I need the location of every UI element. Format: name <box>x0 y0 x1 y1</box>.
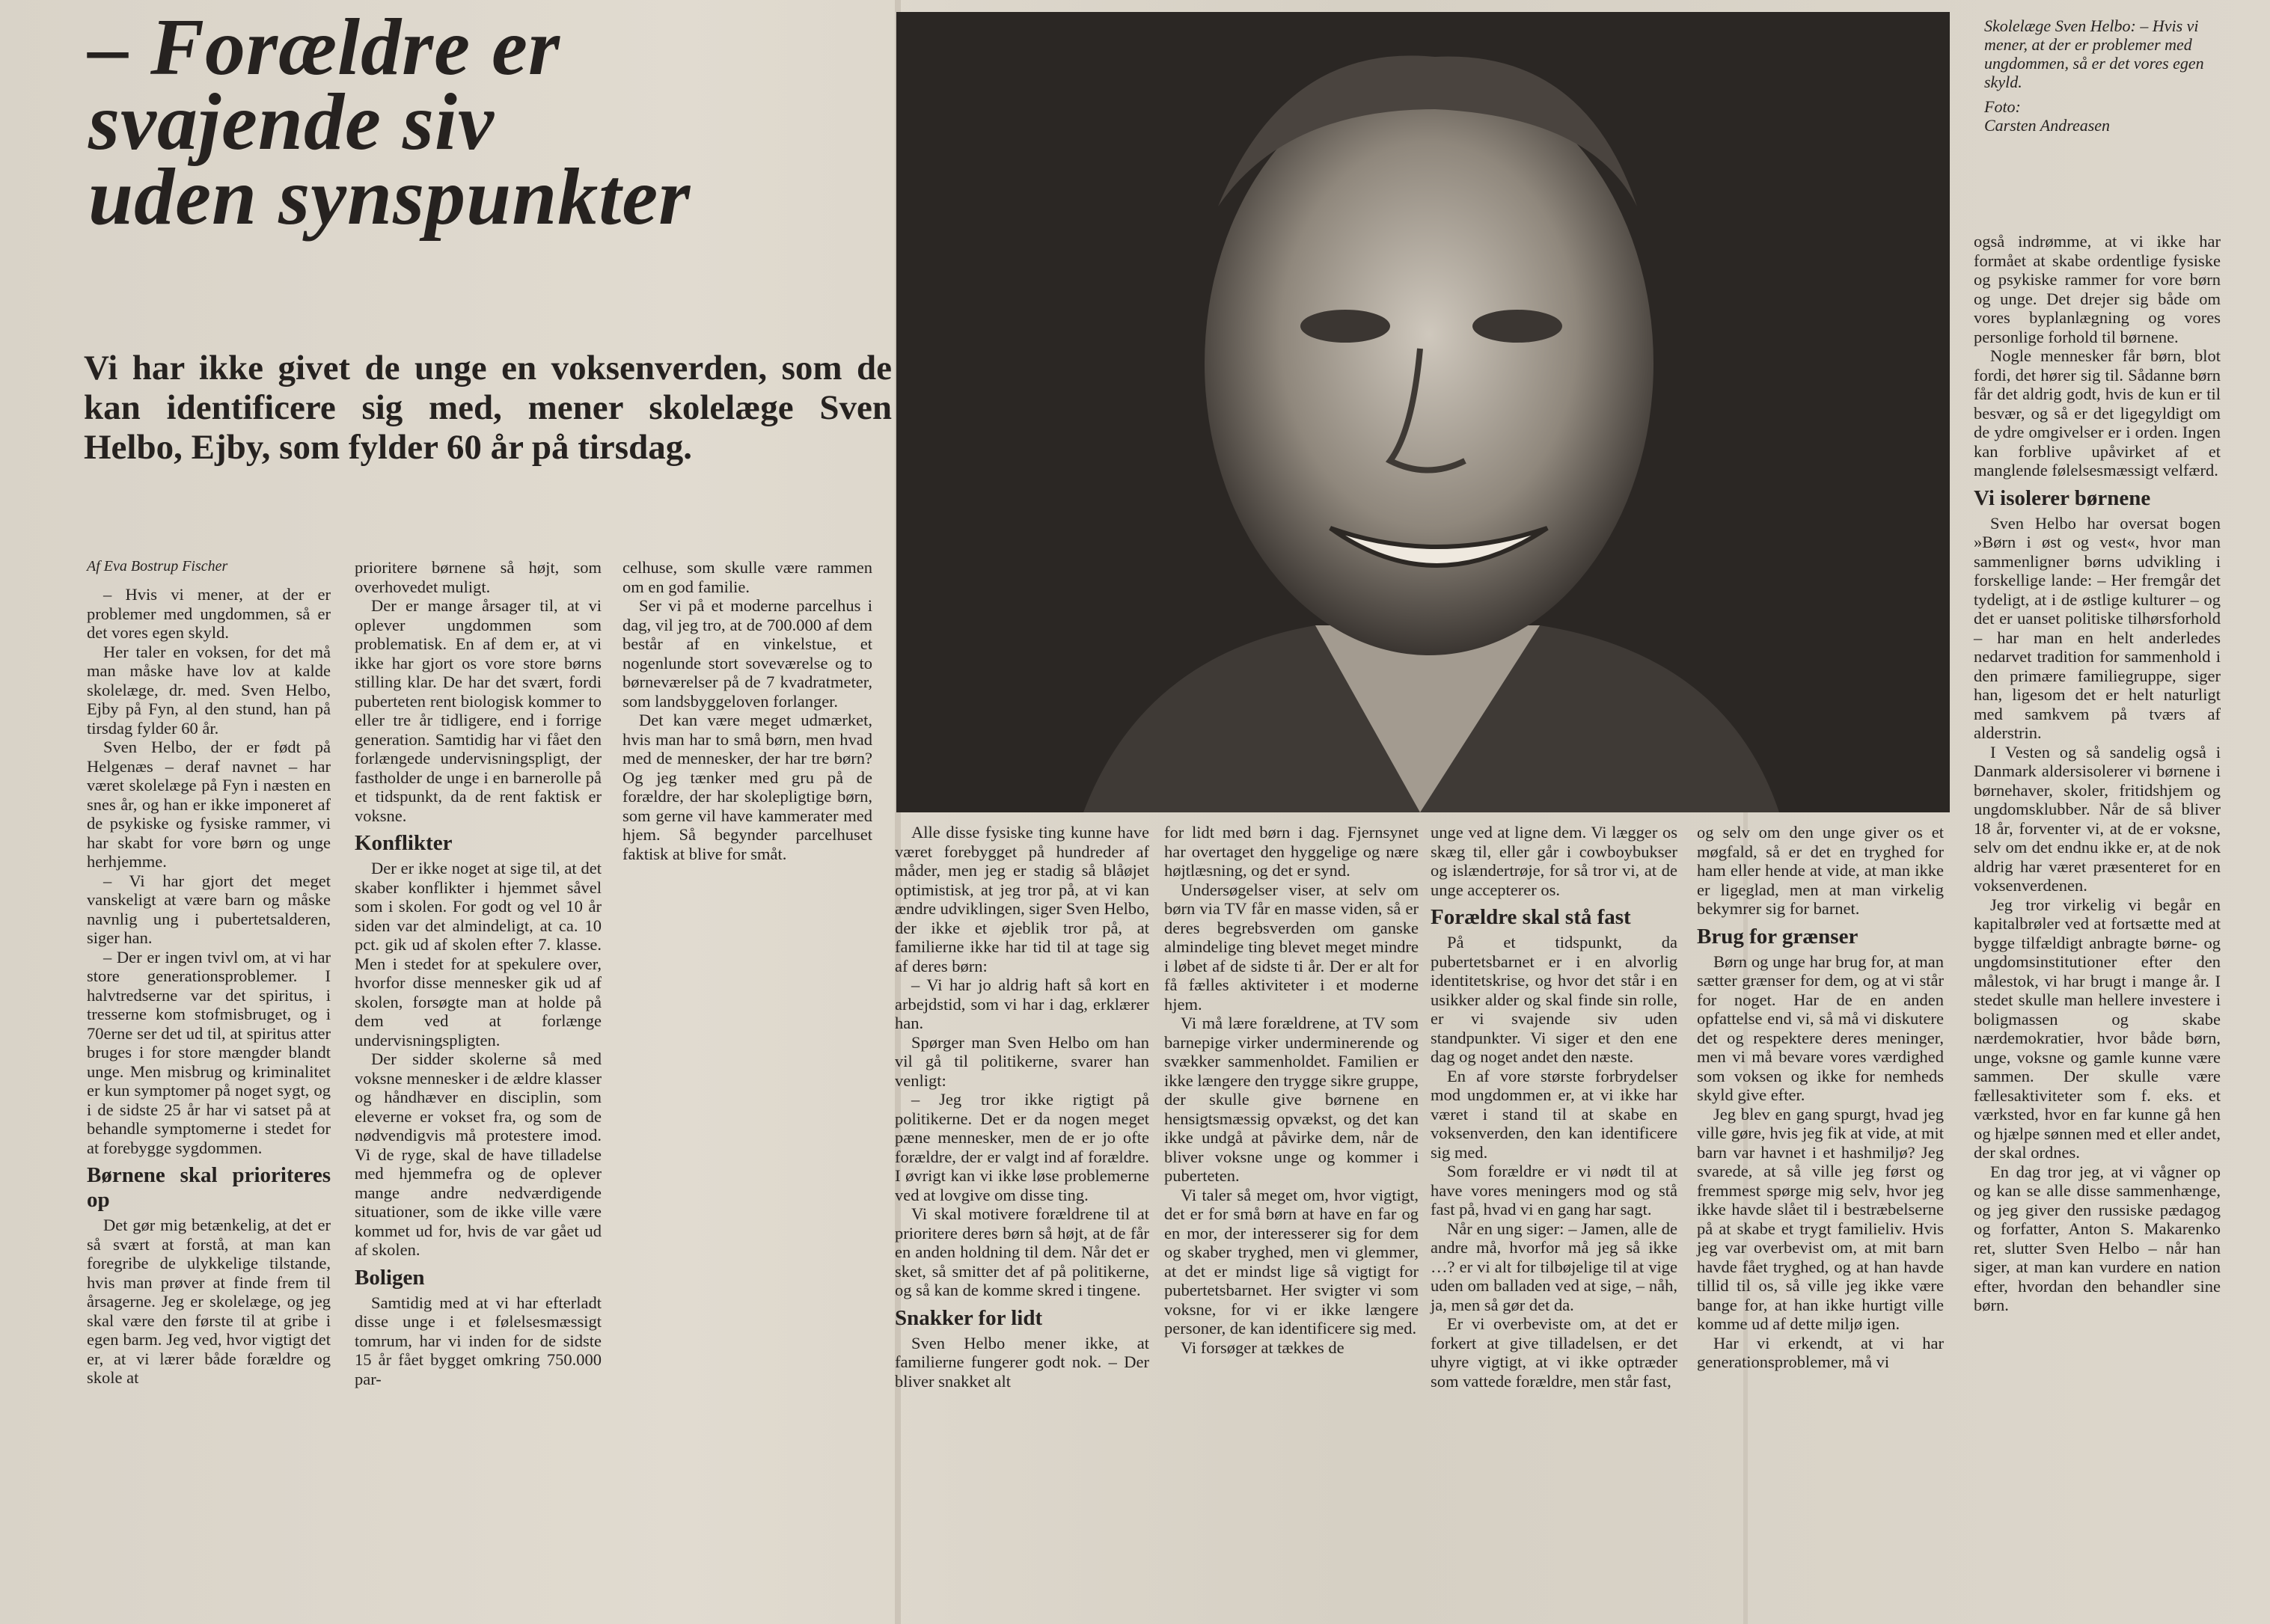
paragraph: Der sidder skolerne så med voksne mennesker i de ældre klasser og håndhæver en disciplin, som eleverne er vokset fra, og som de nødvendigvis må protestere imod. Vi de ryge, skal de have tilladelse med hjemmefra og de oplever mange andre nedværdigende situationer, som de ikke ville være kommet ud for, hvis de var gået ud af skolen. <box>355 1050 602 1259</box>
subhead-foraeldre: Forældre skal stå fast <box>1431 905 1631 929</box>
article-column-5 <box>1164 823 1419 1481</box>
paragraph: prioritere børnene så højt, som overhovedet muligt. <box>355 558 602 596</box>
subhead-bornene: Børnene skal prioriteres op <box>87 1163 331 1212</box>
headline-line-2: svajende siv <box>88 78 495 167</box>
article-column-6 <box>1431 823 1677 1481</box>
paragraph: Ser vi på et moderne parcelhus i dag, vil jeg tro, at de 700.000 af dem består af en vinkelstue, et nogenlunde stort soveværelse og to børneværelser på de 7 kvadratmeter, som landsbyggeloven forlanger. <box>622 596 872 711</box>
paragraph: for lidt med børn i dag. Fjernsynet har overtaget den hyggelige og nære højtlæsning, og det er synd. <box>1164 823 1419 880</box>
photo-credit-label: Foto: <box>1984 97 2021 116</box>
subhead-isolerer: Vi isolerer børnene <box>1974 485 2151 510</box>
paragraph: celhuse, som skulle være rammen om en god familie. <box>622 558 872 596</box>
photo-caption <box>1984 16 2231 141</box>
subhead-graenser: Brug for grænser <box>1697 924 1858 949</box>
article-column-4 <box>895 823 1149 1481</box>
paragraph: Det gør mig betænkelig, at det er så svært at forstå, at man kan foregribe de ulykkelige tilstande, hvis man prøver at finde frem til årsagerne. Jeg er skolelæge, og jeg skal være den første til at gribe i egen barm. Jeg ved, hvor vigtigt det er, at vi lærer både forældre og skole at <box>87 1216 331 1387</box>
paragraph: Spørger man Sven Helbo om han vil gå til politikerne, svarer han venligt: <box>895 1032 1149 1090</box>
paragraph: – Vi har gjort det meget vanskeligt at være barn og måske navnlig ung i pubertetsalderen, siger han. <box>87 871 331 947</box>
paragraph: En dag tror jeg, at vi vågner op og kan se alle disse sammenhænge, og jeg giver den russiske pædagog og forfatter, Anton S. Makarenko ret, slutter Sven Helbo – når han siger, at man kan vurdere en nation efter, hvordan den behandler sine børn. <box>1974 1162 2221 1314</box>
article-column-8 <box>1974 232 2221 1489</box>
paragraph: – Jeg tror ikke rigtigt på politikerne. Det er da nogen meget pæne mennesker, men de er jo ofte forældre, der er valgt ind af forældre. I øvrigt kan vi ikke løse problemerne ved at lovgive om disse ting. <box>895 1090 1149 1204</box>
paragraph: – Der er ingen tvivl om, at vi har store generationsproblemer. I halvtredserne var det spiritus, i tresserne kom stofmisbruget, og i 70erne ser det ud til, at spiritus atter bruges i for store mængder blandt unge. Men misbrug og kriminalitet er kun symptomer på noget sygt, og i de sidste 25 år har vi satset på at behandle symptomerne i stedet for at forebygge sygdommen. <box>87 947 331 1157</box>
caption-text: Skolelæge Sven Helbo: – Hvis vi mener, at der er problemer med ungdommen, så er det vores egen skyld. <box>1984 16 2204 91</box>
paragraph: Jeg blev en gang spurgt, hvad jeg ville gøre, hvis jeg fik at vide, at mit barn var havnet i et hashmiljø? Jeg svarede, at så ville jeg først og fremmest spørge mig selv, hvor jeg ikke havde slået til i bestræbelserne på at skabe et trygt familieliv. Hvis jeg var overbevist om, at mit barn havde fået tryghed, og at han havde tillid til os, så ville jeg ikke være bange for, at han ikke hurtigt ville komme ud af dette miljø igen. <box>1697 1104 1944 1333</box>
paragraph: Har vi erkendt, at vi har generationsproblemer, må vi <box>1697 1333 1944 1371</box>
paragraph: Når en ung siger: – Jamen, alle de andre må, hvorfor må jeg så ikke …? er vi alt for tilbøjelige til at vige uden om balladen ved at sige, – nåh, ja, men så gør det da. <box>1431 1219 1677 1314</box>
paragraph: – Vi har jo aldrig haft så kort en arbejdstid, som vi har i dag, erklærer han. <box>895 975 1149 1032</box>
paragraph: Vi forsøger at tækkes de <box>1181 1337 1344 1357</box>
paragraph: Vi taler så meget om, hvor vigtigt, det er for små børn at have en far og en mor, der interesserer sig for dem og skaber tryghed, men vi glemmer, at det er mindst lige så vigtigt for pubertetsbarnet. Her svigter vi som voksne, for vi er ikke længere personer, de kan identificere sig med. <box>1164 1185 1419 1337</box>
paragraph: Der er mange årsager til, at vi oplever ungdommen som problematisk. En af dem er, at vi ikke har gjort os vore store børns stilling klar. De har det svært, fordi puberteten rent biologisk kommer to eller tre år tidligere, end i forrige generation. Samtidig har vi fået den forlængede undervisningspligt, der fastholder de unge i en barnerolle på et tidspunkt, da de rent faktisk er voksne. <box>355 596 602 825</box>
paragraph: Samtidig med at vi har efterladt disse unge i et følelsesmæssigt tomrum, har vi inden for de sidste 15 år fået bygget omkring 750.000 par- <box>355 1293 602 1388</box>
paragraph: Vi skal motivere forældrene til at prioritere deres børn så højt, at de får en anden holdning til dem. Når det er sket, så smitter det af på politikerne, og så kan de komme skred i tingene. <box>895 1204 1149 1299</box>
article-column-3 <box>622 558 872 863</box>
article-headline <box>88 3 889 242</box>
paragraph: Er vi overbeviste om, at det er forkert at give tilladelsen, er det uhyre vigtigt, at vi ikke optræder som vattede forældre, men står fast, <box>1431 1314 1677 1391</box>
paragraph: Vi må lære forældrene, at TV som barnepige virker underminerende og svækker sammenholdet. Familien er ikke længere den trygge sikre gruppe, der skulle give børnene en hensigtsmæssig opvækst, og det kan ikke undgå at påvirke dem, når de bliver voksne unge og kommer i puberteten. <box>1164 1014 1419 1185</box>
subhead-boligen: Boligen <box>355 1265 425 1290</box>
paragraph: Børn og unge har brug for, at man sætter grænser for dem, og at vi står for noget. Har de en anden opfattelse end vi, så må vi diskutere det og respektere deres meninger, men vi må bevare vores værdighed som voksen og ikke for nemheds skyld give efter. <box>1697 952 1944 1104</box>
paragraph: Nogle mennesker får børn, blot fordi, det hører sig til. Sådanne børn får det aldrig godt, hvis de kun er til besvær, og så er det ligegyldigt om de ydre omgivelser er i orden. Ingen kan forblive upåvirket af et manglende følelsesmæssigt velfærd. <box>1974 346 2221 479</box>
paragraph: unge ved at ligne dem. Vi lægger os skæg til, eller går i cowboybukser og islændertrøje, for så tror vi, at de unge accepterer os. <box>1431 823 1677 899</box>
paragraph: Jeg tror virkelig vi begår en kapitalbrøler ved at fortsætte med at bygge tilfældigt anbragte børne- og ungdomsinstitutioner efter den målestok, vi har brugt i mange år. I stedet skulle man hellere investere i boligmassen og skabe nærdemokratier, hvor både børn, unge, voksne og gamle kunne være sammen. Der skulle være fællesaktiviteter som f. eks. et værksted, hvor en far kunne gå hen og hjælpe sønnen med et eller andet, der skal ordnes. <box>1974 895 2221 1162</box>
paragraph: Som forældre er vi nødt til at have vores meningers mod og stå fast på, hvad vi en gang har sagt. <box>1431 1162 1677 1219</box>
paragraph: Her taler en voksen, for det må man måske have lov at kalde skolelæge, dr. med. Sven Helbo, Ejby på Fyn, al den stund, han på tirsdag fylder 60 år. <box>87 642 331 738</box>
article-column-2 <box>355 558 602 1478</box>
paragraph: Der er ikke noget at sige til, at det skaber konflikter i hjemmet såvel som i skolen. For godt og vel 10 år siden var det almindeligt, at ca. 10 pct. gik ud af skolen efter 7. klasse. Men i stedet for at spekulere over, hvorfor disse mennesker gik ud af skolen, forsøgte man at holde på dem ved at forlænge undervisningspligten. <box>355 859 602 1050</box>
byline: Af Eva Bostrup Fischer <box>87 558 228 574</box>
paragraph: I Vesten og så sandelig også i Danmark aldersisolerer vi børnene i børnehaver, skoler, fritidshjem og ungdomsklubber. Når de så bliver 18 år, forventer vi, at de er voksne, selv om det endnu ikke er, at de nok aldrig har været præsenteret for en voksenverdenen. <box>1974 742 2221 895</box>
headline-line-1: – Forældre er <box>88 3 560 92</box>
portrait-photo <box>896 12 1950 812</box>
article-column-1 <box>87 585 331 1483</box>
photo-credit <box>1984 97 2231 135</box>
subhead-konflikter: Konflikter <box>355 831 453 855</box>
paragraph: – Hvis vi mener, at der er problemer med ungdommen, så er det vores egen skyld. <box>87 585 331 642</box>
article-column-7 <box>1697 823 1944 1481</box>
paragraph: også indrømme, at vi ikke har formået at skabe ordentlige fysiske og psykiske rammer for vore børn og unge. Det drejer sig både om vores byplanlægning og vores personlige forhold til børnene. <box>1974 232 2221 346</box>
photo-credit-name: Carsten Andreasen <box>1984 116 2111 135</box>
paragraph: Undersøgelser viser, at selv om børn via TV får en masse viden, så er deres begrebsverden om ganske almindelige ting blevet meget mindre i løbet af de sidste ti år. Der er alt for få fælles aktiviteter i et moderne hjem. <box>1164 880 1419 1014</box>
paragraph: Sven Helbo, der er født på Helgenæs – deraf navnet – har været skolelæge på Fyn i næsten en snes år, og han er ikke imponeret af de psykiske og fysiske rammer, vi har skabt for vore børn og unge herhjemme. <box>87 738 331 871</box>
paragraph: En af vore største forbrydelser mod ungdommen er, at vi ikke har været i stand til at skabe en voksenverden, den kan identificere sig med. <box>1431 1066 1677 1162</box>
subhead-snakker: Snakker for lidt <box>895 1305 1043 1330</box>
paragraph: Sven Helbo har oversat bogen »Børn i øst og vest«, hvor man sammenligner børns udvikling i forskellige lande: – Her fremgår det tydeligt, at i de østlige kulturer – og det er uanset politiske tilhørsforhold – har man en helt anderledes nedarvet tradition for sammenhold i den primære familiegruppe, siger han, ligesom det er helt naturligt med samkvem på tværs af alderstrin. <box>1974 513 2221 742</box>
article-deck: Vi har ikke givet de unge en voksenverden, som de kan identificere sig med, mener skolelæge Sven Helbo, Ejby, som fylder 60 år på tirsdag. <box>84 349 892 467</box>
paragraph: Alle disse fysiske ting kunne have været forebygget på hundreder af måder, men jeg er stadig så blåøjet optimistisk, at jeg tror på, at vi kan ændre udviklingen, siger Sven Helbo, der ikke et øjeblik tror på, at familierne ikke har tid til at tage sig af deres børn: <box>895 823 1149 975</box>
paragraph: og selv om den unge giver os et møgfald, så er det en tryghed for ham eller hende at vide, at man ikke er ligeglad, men at man virkelig bekymrer sig for barnet. <box>1697 823 1944 918</box>
portrait-illustration <box>896 12 1950 812</box>
paragraph: På et tidspunkt, da pubertetsbarnet er i en alvorlig identitetskrise, og hvor det står i en usikker alder og skal finde sin rolle, er vi svajende siv uden standpunkter. Vi siger et den ene dag og noget andet den næste. <box>1431 933 1677 1066</box>
paragraph: Det kan være meget udmærket, hvis man har to små børn, men hvad med de mennesker, der har tre børn? Og jeg tænker med gru på de forældre, der har skolepligtige børn, som gerne vil have kammerater med hjem. Så begynder parcelhuset faktisk at blive for småt. <box>622 711 872 863</box>
headline-line-3: uden synspunkter <box>88 153 691 242</box>
paragraph: Sven Helbo mener ikke, at familierne fungerer godt nok. – Der bliver snakket alt <box>895 1333 1149 1391</box>
